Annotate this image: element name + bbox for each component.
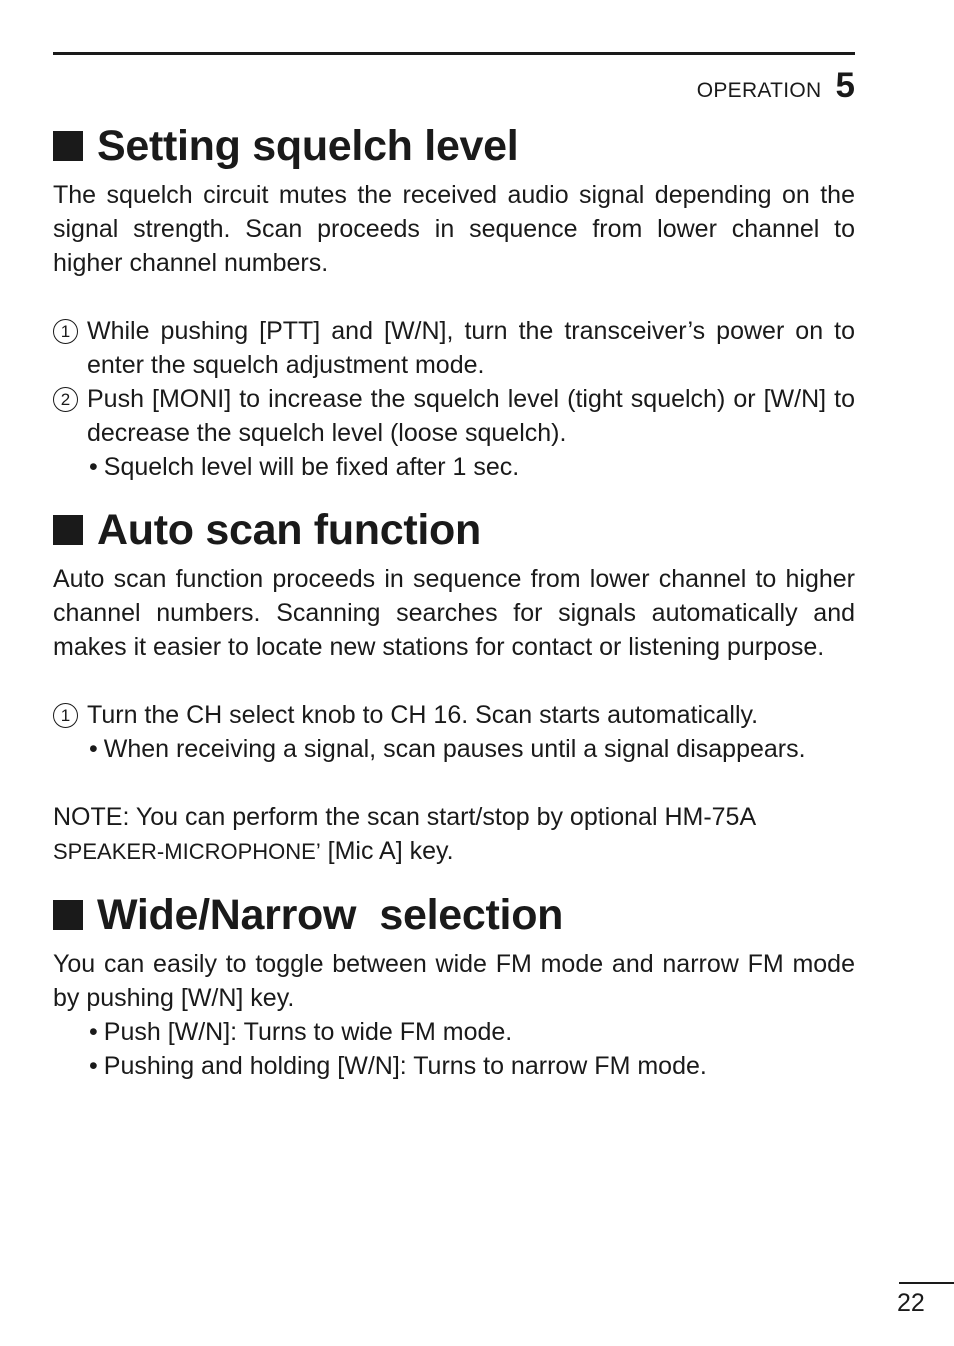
bullet-text: Squelch level will be fixed after 1 sec. bbox=[103, 453, 520, 481]
footer-rule bbox=[899, 1282, 954, 1284]
black-square-icon bbox=[53, 900, 83, 930]
autoscan-step-1 bbox=[53, 698, 855, 732]
chapter-number: 5 bbox=[835, 66, 855, 105]
section-label: OPERATION bbox=[696, 79, 822, 102]
widenarrow-bullet-2 bbox=[53, 1049, 855, 1083]
bullet-icon: • bbox=[89, 735, 98, 763]
autoscan-note bbox=[53, 800, 855, 869]
heading-wide-narrow bbox=[53, 887, 855, 943]
circled-number-2-icon: 2 bbox=[53, 387, 78, 412]
bullet-text: Pushing and holding [W/N]: Turns to narrow FM mode. bbox=[103, 1052, 707, 1080]
heading-text: Auto scan function bbox=[97, 506, 481, 554]
running-head bbox=[697, 66, 855, 106]
note-main: NOTE: You can perform the scan start/stop by optional HM-75A bbox=[53, 803, 757, 831]
bullet-text: Push [W/N]: Turns to wide FM mode. bbox=[103, 1018, 513, 1046]
note-small: SPEAKER-MICROPHONE’ bbox=[53, 839, 321, 864]
step-text: Push [MONI] to increase the squelch level (tight squelch) or [W/N] to decrease the squelch level (loose squelch). bbox=[87, 385, 855, 447]
squelch-bullet bbox=[53, 450, 855, 484]
squelch-step-2 bbox=[53, 382, 855, 450]
heading-text: Setting squelch level bbox=[97, 122, 519, 170]
note-tail: [Mic A] key. bbox=[320, 837, 454, 865]
squelch-intro: The squelch circuit mutes the received audio signal depending on the signal strength. Scan proceeds in sequence from lower channel to higher channel numbers. bbox=[53, 181, 855, 277]
autoscan-bullet bbox=[53, 732, 855, 766]
squelch-step-1 bbox=[53, 314, 855, 382]
autoscan-intro: Auto scan function proceeds in sequence from lower channel to higher channel numbers. Scanning searches for signals automatically and makes it easier to locate new stations for contact or listening purpose. bbox=[53, 565, 855, 661]
black-square-icon bbox=[53, 515, 83, 545]
page-content bbox=[53, 118, 855, 1083]
header-rule bbox=[53, 52, 855, 55]
black-square-icon bbox=[53, 131, 83, 161]
step-text: While pushing [PTT] and [W/N], turn the transceiver’s power on to enter the squelch adjustment mode. bbox=[87, 317, 855, 379]
heading-text: Wide/Narrow selection bbox=[97, 891, 564, 939]
heading-setting-squelch bbox=[53, 118, 855, 174]
bullet-icon: • bbox=[89, 1018, 98, 1046]
step-text: Turn the CH select knob to CH 16. Scan starts automatically. bbox=[87, 701, 759, 729]
bullet-icon: • bbox=[89, 1052, 98, 1080]
widenarrow-bullet-1 bbox=[53, 1015, 855, 1049]
heading-auto-scan bbox=[53, 502, 855, 558]
page-number: 22 bbox=[897, 1289, 925, 1317]
circled-number-1-icon: 1 bbox=[53, 703, 78, 728]
bullet-icon: • bbox=[89, 453, 98, 481]
widenarrow-intro: You can easily to toggle between wide FM mode and narrow FM mode by pushing [W/N] key. bbox=[53, 950, 855, 1012]
circled-number-1-icon: 1 bbox=[53, 319, 78, 344]
bullet-text: When receiving a signal, scan pauses until a signal disappears. bbox=[103, 735, 806, 763]
